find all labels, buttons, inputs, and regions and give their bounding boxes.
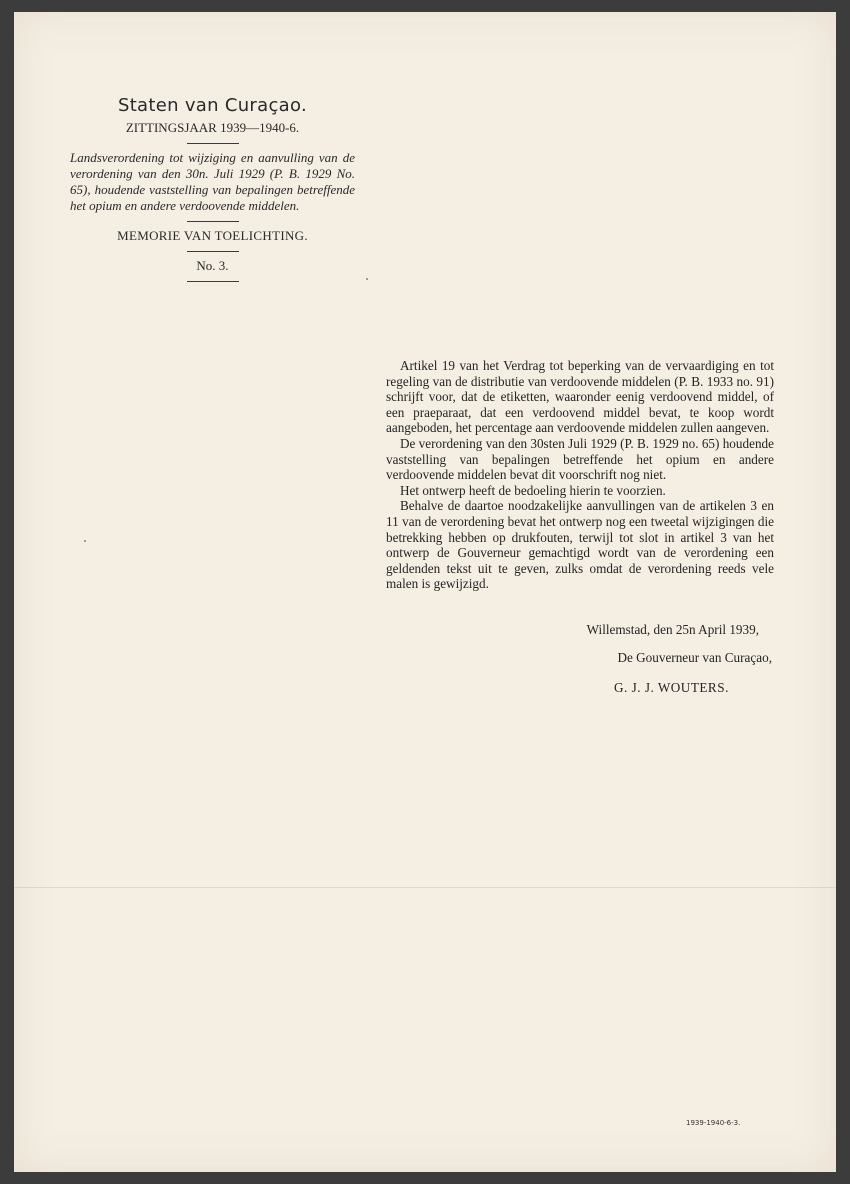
divider	[187, 281, 239, 282]
body-paragraph: Behalve de daartoe noodzakelijke aanvullingen van de artikelen 3 en 11 van de verordening bevat het ontwerp nog een tweetal wijzigingen die betrekking hebben op drukfouten, terwijl tot slot in artikel 3 van het ontwerp de Gouverneur gemachtigd wordt van de verordening een geldenden tekst uit te geven, zulks omdat de verordening reeds vele malen is gewijzigd.	[386, 498, 774, 592]
paper-speck	[366, 278, 368, 280]
document-code: 1939-1940-6-3.	[686, 1119, 741, 1127]
signatory-name: G. J. J. WOUTERS.	[614, 680, 729, 695]
body-paragraph: Het ontwerp heeft de bedoeling hierin te voorzien.	[400, 482, 666, 498]
memorie-heading: MEMORIE VAN TOELICHTING.	[117, 228, 308, 243]
session-year: ZITTINGSJAAR 1939—1940-6.	[125, 120, 300, 135]
subject-text: Landsverordening tot wijziging en aanvulling van de verordening van den 30n. Juli 1929 (P. B. 1929 No. 65), houdende vaststelling van bepalingen betreffende het opium en andere verdoovende middelen.	[70, 150, 355, 213]
explanatory-body	[386, 358, 774, 592]
document-header	[70, 95, 355, 288]
fold-crease	[14, 887, 836, 888]
divider	[187, 251, 239, 252]
body-paragraph: De verordening van den 30sten Juli 1929 (P. B. 1929 no. 65) houdende vaststelling van bepalingen betreffende het opium en andere verdoovende middelen bevat dit voorschrift nog niet.	[386, 435, 774, 483]
place-and-date: Willemstad, den 25n April 1939,	[586, 622, 759, 637]
divider	[187, 221, 239, 222]
body-paragraph: Artikel 19 van het Verdrag tot beperking van de vervaardiging en tot regeling van de distributie van verdoovende middelen (P. B. 1933 no. 91) schrijft voor, dat de etiketten, waaronder eenig verdoovend middel, of een praeparaat, dat een verdoovend middel bevat, te koop wordt aangeboden, het percentage aan verdoovende middelen zullen aangeven.	[386, 358, 774, 436]
document-number: No. 3.	[196, 258, 229, 273]
document-title: Staten van Curaçao.	[117, 95, 308, 116]
divider	[187, 143, 239, 144]
signatory-role: De Gouverneur van Curaçao,	[617, 650, 772, 665]
paper-speck	[84, 540, 86, 542]
